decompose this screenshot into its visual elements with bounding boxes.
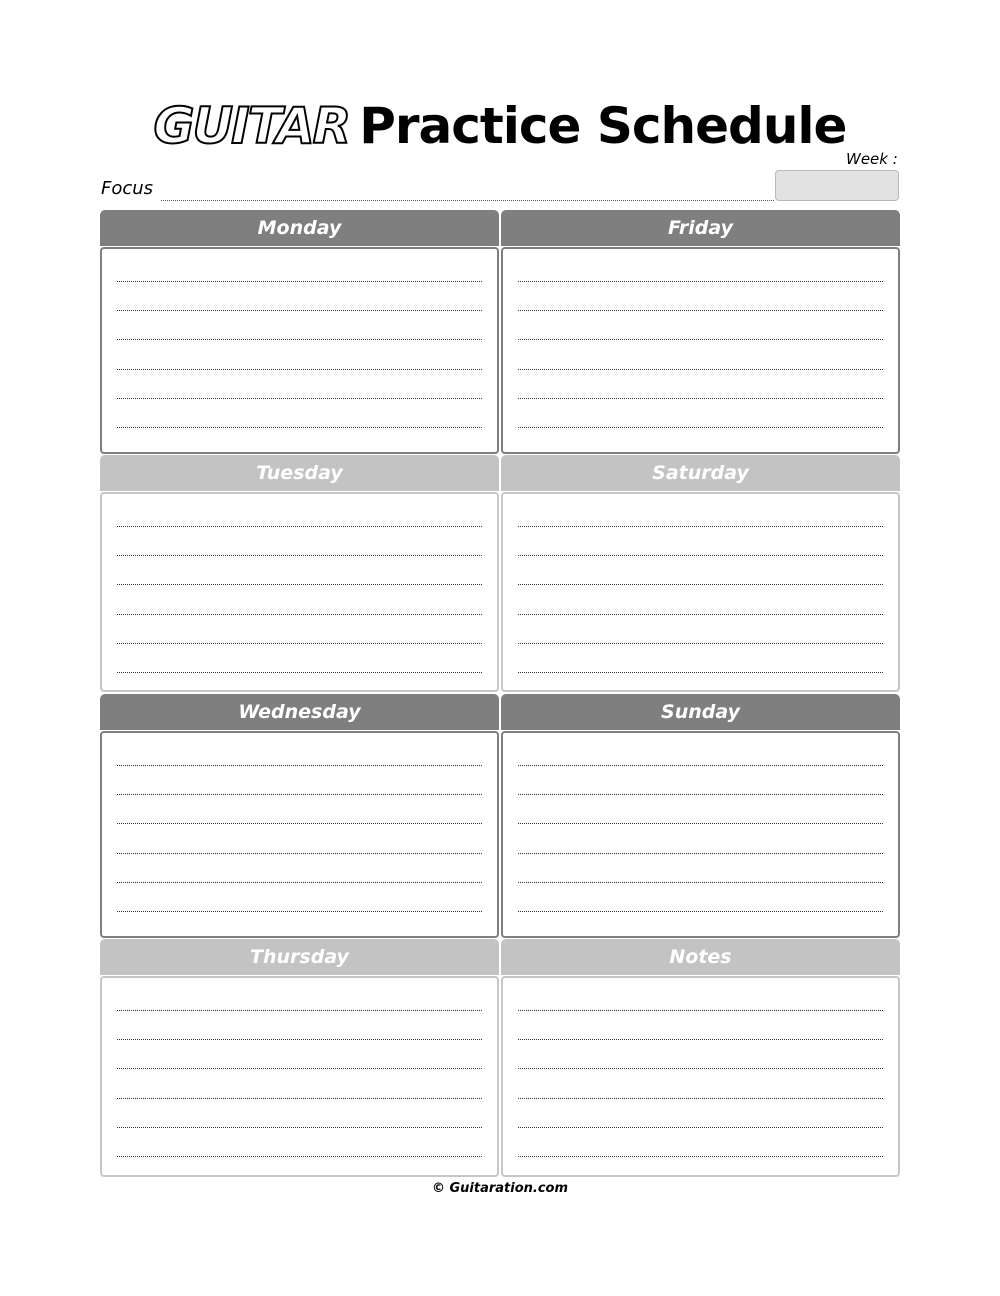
writing-line[interactable]: [518, 555, 883, 556]
writing-line[interactable]: [117, 1010, 482, 1011]
notes-box-monday[interactable]: [100, 247, 499, 454]
writing-line[interactable]: [518, 369, 883, 370]
header-thursday: Thursday: [100, 939, 499, 975]
writing-line[interactable]: [518, 398, 883, 399]
writing-line[interactable]: [518, 310, 883, 311]
writing-line[interactable]: [117, 584, 482, 585]
writing-line[interactable]: [518, 1039, 883, 1040]
writing-line[interactable]: [117, 672, 482, 673]
writing-line[interactable]: [518, 911, 883, 912]
writing-line[interactable]: [117, 823, 482, 824]
writing-line[interactable]: [518, 427, 883, 428]
header-saturday: Saturday: [501, 455, 900, 491]
writing-line[interactable]: [518, 339, 883, 340]
header-monday: Monday: [100, 210, 499, 246]
writing-line[interactable]: [117, 614, 482, 615]
notes-box-wednesday[interactable]: [100, 731, 499, 938]
writing-line[interactable]: [117, 1156, 482, 1157]
writing-line[interactable]: [518, 672, 883, 673]
header-wednesday: Wednesday: [100, 694, 499, 730]
writing-line[interactable]: [518, 765, 883, 766]
writing-line[interactable]: [117, 911, 482, 912]
writing-line[interactable]: [518, 1098, 883, 1099]
writing-line[interactable]: [117, 427, 482, 428]
copyright-footer: © Guitaration.com: [431, 1181, 569, 1196]
writing-line[interactable]: [518, 281, 883, 282]
writing-line[interactable]: [518, 882, 883, 883]
writing-line[interactable]: [117, 398, 482, 399]
writing-line[interactable]: [117, 794, 482, 795]
writing-line[interactable]: [518, 823, 883, 824]
writing-line[interactable]: [117, 1039, 482, 1040]
notes-box-notes[interactable]: [501, 976, 900, 1177]
writing-line[interactable]: [117, 853, 482, 854]
notes-box-friday[interactable]: [501, 247, 900, 454]
writing-line[interactable]: [117, 369, 482, 370]
writing-line[interactable]: [518, 584, 883, 585]
focus-input-line[interactable]: [161, 200, 774, 201]
writing-line[interactable]: [518, 526, 883, 527]
week-label: Week :: [846, 150, 898, 168]
focus-label: Focus: [101, 178, 154, 199]
notes-box-saturday[interactable]: [501, 492, 900, 692]
writing-line[interactable]: [518, 1127, 883, 1128]
writing-line[interactable]: [518, 643, 883, 644]
writing-line[interactable]: [518, 1068, 883, 1069]
writing-line[interactable]: [518, 853, 883, 854]
header-notes: Notes: [501, 939, 900, 975]
writing-line[interactable]: [518, 1010, 883, 1011]
writing-line[interactable]: [518, 794, 883, 795]
writing-line[interactable]: [518, 1156, 883, 1157]
writing-line[interactable]: [117, 526, 482, 527]
header-sunday: Sunday: [501, 694, 900, 730]
writing-line[interactable]: [117, 765, 482, 766]
writing-line[interactable]: [117, 339, 482, 340]
writing-line[interactable]: [117, 643, 482, 644]
writing-line[interactable]: [117, 1068, 482, 1069]
header-friday: Friday: [501, 210, 900, 246]
writing-line[interactable]: [117, 882, 482, 883]
page-title: [0, 96, 1000, 156]
header-tuesday: Tuesday: [100, 455, 499, 491]
writing-line[interactable]: [117, 1127, 482, 1128]
notes-box-thursday[interactable]: [100, 976, 499, 1177]
writing-line[interactable]: [117, 281, 482, 282]
writing-line[interactable]: [117, 310, 482, 311]
notes-box-sunday[interactable]: [501, 731, 900, 938]
week-input[interactable]: [775, 170, 899, 201]
notes-box-tuesday[interactable]: [100, 492, 499, 692]
writing-line[interactable]: [117, 1098, 482, 1099]
title-main: Practice Schedule: [359, 97, 847, 155]
writing-line[interactable]: [518, 614, 883, 615]
writing-line[interactable]: [117, 555, 482, 556]
title-guitar-outlined: GUITAR: [153, 97, 350, 155]
